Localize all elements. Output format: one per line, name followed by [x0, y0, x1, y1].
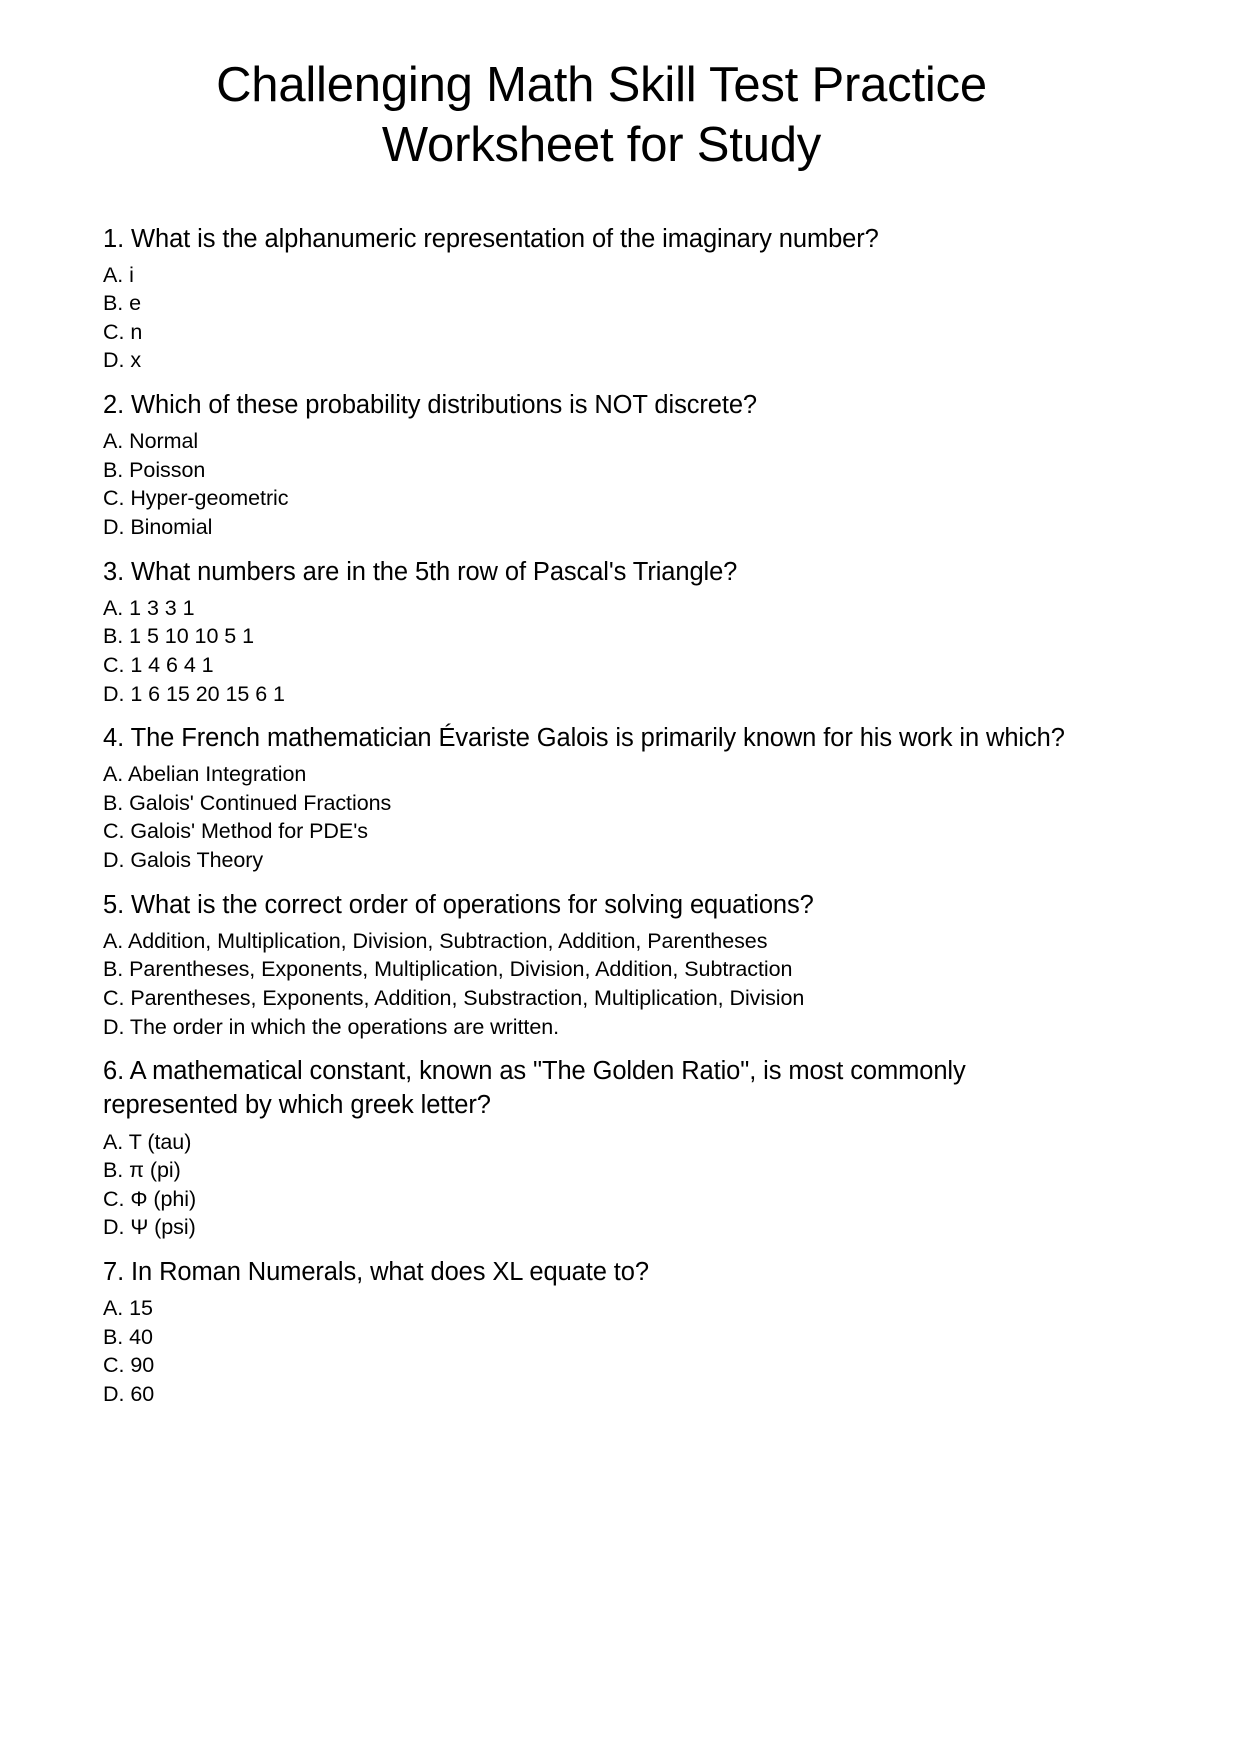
option-b[interactable]: B. Parentheses, Exponents, Multiplication, Division, Addition, Subtraction [103, 957, 793, 982]
option-c[interactable]: C. 1 4 6 4 1 [103, 652, 214, 677]
option-list [103, 594, 1100, 708]
option-a[interactable]: A. Normal [103, 429, 199, 454]
question-text: 3. What numbers are in the 5th row of Pascal's Triangle? [103, 557, 738, 586]
option-b[interactable]: B. Poisson [103, 457, 206, 482]
question-text: 2. Which of these probability distributions is NOT discrete? [103, 391, 757, 420]
option-c[interactable]: C. Hyper-geometric [103, 486, 289, 511]
option-c[interactable]: C. Galois' Method for PDE's [103, 819, 368, 844]
question-block-4 [103, 721, 1100, 875]
option-c[interactable]: C. 90 [103, 1353, 155, 1378]
option-a[interactable]: A. 15 [103, 1296, 153, 1321]
option-c[interactable]: C. n [103, 319, 143, 344]
option-b[interactable]: B. 1 5 10 10 5 1 [103, 624, 255, 649]
option-d[interactable]: D. Galois Theory [103, 848, 264, 873]
option-a[interactable]: A. Abelian Integration [103, 762, 307, 787]
option-a[interactable]: A. 1 3 3 1 [103, 595, 195, 620]
question-block-1 [103, 222, 1100, 376]
option-list [103, 427, 1100, 541]
option-b[interactable]: B. Galois' Continued Fractions [103, 790, 392, 815]
question-text: 6. A mathematical constant, known as "The Golden Ratio", is most commonly represented by which greek letter? [103, 1057, 966, 1120]
option-b[interactable]: B. π (pi) [103, 1158, 181, 1183]
option-a[interactable]: A. Addition, Multiplication, Division, Subtraction, Addition, Parentheses [103, 928, 768, 953]
question-block-5 [103, 888, 1100, 1042]
question-text: 1. What is the alphanumeric representation of the imaginary number? [103, 224, 879, 253]
option-d[interactable]: D. 60 [103, 1381, 155, 1406]
option-b[interactable]: B. 40 [103, 1324, 153, 1349]
question-text: 4. The French mathematician Évariste Galois is primarily known for his work in which? [103, 724, 1065, 753]
option-list [103, 1128, 1100, 1242]
page-title: Challenging Math Skill Test Practice Worksheet for Study [216, 58, 987, 172]
option-c[interactable]: C. Φ (phi) [103, 1186, 197, 1211]
option-a[interactable]: A. i [103, 262, 134, 287]
question-block-6 [103, 1054, 1100, 1242]
option-list [103, 927, 1100, 1041]
option-list [103, 760, 1100, 874]
option-list [103, 261, 1100, 375]
question-block-7 [103, 1255, 1100, 1409]
option-b[interactable]: B. e [103, 291, 142, 316]
option-a[interactable]: A. T (tau) [103, 1129, 192, 1154]
option-d[interactable]: D. Ψ (psi) [103, 1215, 196, 1240]
question-text: 5. What is the correct order of operations for solving equations? [103, 890, 814, 919]
option-d[interactable]: D. x [103, 348, 142, 373]
question-block-2 [103, 388, 1100, 542]
question-list [103, 222, 1100, 1409]
question-block-3 [103, 555, 1100, 709]
option-d[interactable]: D. 1 6 15 20 15 6 1 [103, 681, 285, 706]
option-list [103, 1294, 1100, 1408]
option-d[interactable]: D. The order in which the operations are written. [103, 1014, 560, 1039]
option-d[interactable]: D. Binomial [103, 515, 213, 539]
option-c[interactable]: C. Parentheses, Exponents, Addition, Substraction, Multiplication, Division [103, 986, 805, 1010]
question-text: 7. In Roman Numerals, what does XL equate to? [103, 1257, 649, 1286]
